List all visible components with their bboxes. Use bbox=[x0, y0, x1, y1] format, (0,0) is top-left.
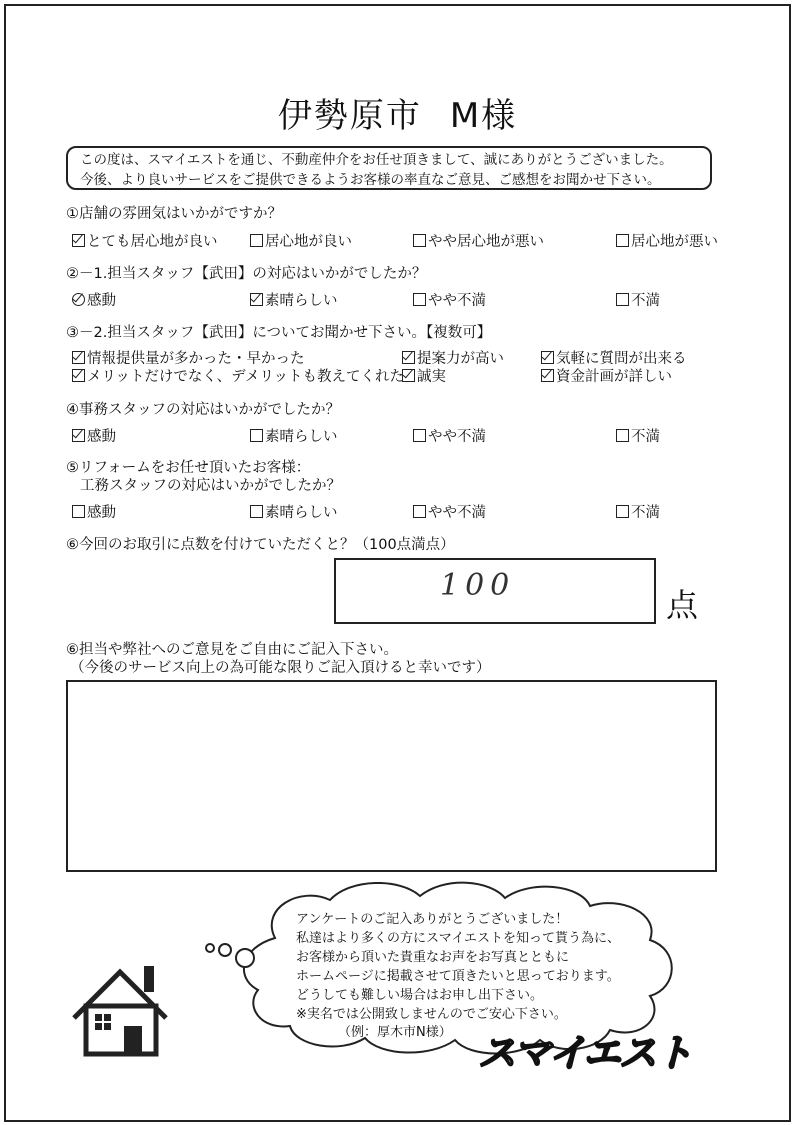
q6-label: ⑥今回のお取引に点数を付けていただくと？（100点満点） bbox=[66, 537, 455, 553]
intro-line-2: 今後、より良いサービスをご提供できるようお客様の率直なご意見、ご感想をお聞かせ下さい。 bbox=[80, 172, 661, 188]
q2-label: ②－1.担当スタッフ【武田】の対応はいかがでしたか？ bbox=[66, 266, 427, 282]
brand-logo: スマイエスト bbox=[478, 1031, 691, 1075]
score-unit: 点 bbox=[666, 586, 699, 624]
q5-option-4[interactable]: 不満 bbox=[616, 501, 660, 522]
q2-option-3[interactable]: やや不満 bbox=[413, 289, 486, 310]
cloud-line-4: ホームページに掲載させて頂きたいと思っております。 bbox=[296, 969, 620, 984]
q7-label-1: ⑥担当や弊社へのご意見をご自由にご記入下さい。 bbox=[66, 642, 398, 658]
checkbox[interactable] bbox=[72, 505, 85, 518]
checkbox[interactable] bbox=[413, 429, 426, 442]
cloud-line-6: ※実名では公開致しませんのでご安心下さい。 bbox=[296, 1007, 567, 1022]
page-title bbox=[0, 88, 795, 137]
q5-label-2: 工務スタッフの対応はいかがでしたか？ bbox=[80, 478, 341, 494]
checkbox[interactable] bbox=[413, 505, 426, 518]
q1-option-2[interactable]: 居心地が良い bbox=[250, 230, 352, 251]
q4-label: ④事務スタッフの対応はいかがでしたか？ bbox=[66, 402, 340, 418]
q5-label-1: ⑤リフォームをお任せ頂いたお客様： bbox=[66, 460, 311, 476]
score-value: 100 bbox=[440, 568, 516, 603]
q1-label: ①店舗の雰囲気はいかがですか？ bbox=[66, 206, 282, 222]
title-customer: M様 bbox=[449, 96, 518, 136]
checkbox-circled[interactable] bbox=[72, 293, 85, 306]
thought-bubble-icon bbox=[206, 944, 214, 952]
thought-bubble-icon bbox=[236, 949, 254, 967]
q3-option-2[interactable]: 提案力が高い bbox=[402, 347, 504, 368]
checkbox[interactable] bbox=[616, 234, 629, 247]
q7-label-2: （今後のサービス向上の為可能な限りご記入頂けると幸いです） bbox=[70, 660, 491, 676]
q5-option-3[interactable]: やや不満 bbox=[413, 501, 486, 522]
q3-option-1[interactable]: 情報提供量が多かった・早かった bbox=[72, 347, 305, 368]
checkbox-checked[interactable] bbox=[250, 293, 263, 306]
checkbox-checked[interactable] bbox=[402, 369, 415, 382]
checkbox-checked[interactable] bbox=[541, 369, 554, 382]
q2-option-1[interactable]: 感動 bbox=[72, 289, 116, 310]
house-icon bbox=[74, 966, 166, 1054]
q3-option-4[interactable]: メリットだけでなく、デメリットも教えてくれた bbox=[72, 365, 404, 386]
comment-textarea[interactable] bbox=[66, 680, 717, 872]
intro-line-1: この度は、スマイエストを通じ、不動産仲介をお任せ頂きまして、誠にありがとうございました。 bbox=[80, 152, 673, 168]
q3-label: ③－2.担当スタッフ【武田】についてお聞かせ下さい。【複数可】 bbox=[66, 325, 492, 341]
checkbox[interactable] bbox=[616, 429, 629, 442]
checkbox-checked[interactable] bbox=[72, 351, 85, 364]
cloud-line-1: アンケートのご記入ありがとうございました！ bbox=[296, 912, 569, 927]
checkbox[interactable] bbox=[250, 234, 263, 247]
q4-option-4[interactable]: 不満 bbox=[616, 425, 660, 446]
q4-option-2[interactable]: 素晴らしい bbox=[250, 425, 338, 446]
checkbox[interactable] bbox=[616, 505, 629, 518]
checkbox-checked[interactable] bbox=[541, 351, 554, 364]
q1-option-3[interactable]: やや居心地が悪い bbox=[413, 230, 544, 251]
cloud-line-3: お客様から頂いた貴重なお声をお写真とともに bbox=[296, 950, 570, 965]
checkbox[interactable] bbox=[250, 505, 263, 518]
q4-option-3[interactable]: やや不満 bbox=[413, 425, 486, 446]
q5-option-1[interactable]: 感動 bbox=[72, 501, 116, 522]
checkbox[interactable] bbox=[250, 429, 263, 442]
checkbox-checked[interactable] bbox=[72, 369, 85, 382]
q3-option-6[interactable]: 資金計画が詳しい bbox=[541, 365, 672, 386]
q2-option-2[interactable]: 素晴らしい bbox=[250, 289, 338, 310]
q2-option-4[interactable]: 不満 bbox=[616, 289, 660, 310]
q3-option-5[interactable]: 誠実 bbox=[402, 365, 446, 386]
cloud-line-5: どうしても難しい場合はお申し出下さい。 bbox=[296, 988, 544, 1003]
q3-option-3[interactable]: 気軽に質問が出来る bbox=[541, 347, 687, 368]
cloud-line-7: （例：厚木市N様） bbox=[338, 1025, 452, 1040]
thought-bubble-icon bbox=[219, 944, 231, 956]
checkbox-checked[interactable] bbox=[402, 351, 415, 364]
checkbox-checked[interactable] bbox=[72, 429, 85, 442]
q4-option-1[interactable]: 感動 bbox=[72, 425, 116, 446]
checkbox-checked[interactable] bbox=[72, 234, 85, 247]
q1-option-4[interactable]: 居心地が悪い bbox=[616, 230, 718, 251]
checkbox[interactable] bbox=[616, 293, 629, 306]
q1-option-1[interactable]: とても居心地が良い bbox=[72, 230, 218, 251]
checkbox[interactable] bbox=[413, 234, 426, 247]
cloud-line-2: 私達はより多くの方にスマイエストを知って貰う為に、 bbox=[296, 931, 620, 946]
title-city: 伊勢原市 bbox=[277, 96, 422, 136]
intro-box bbox=[66, 146, 712, 190]
checkbox[interactable] bbox=[413, 293, 426, 306]
q5-option-2[interactable]: 素晴らしい bbox=[250, 501, 338, 522]
